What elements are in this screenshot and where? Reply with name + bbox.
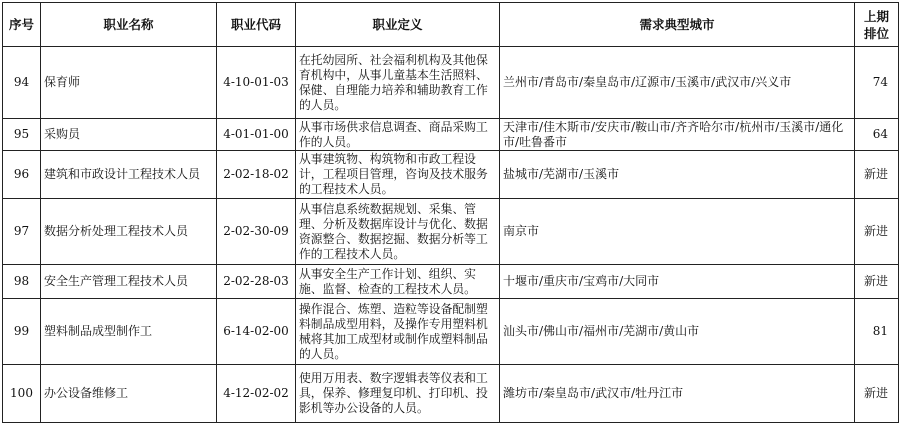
cell-rank: 新进 [855,365,899,423]
cell-rank: 新进 [855,199,899,265]
cell-name: 保育师 [41,47,217,119]
cell-cities: 汕头市/佛山市/福州市/芜湖市/黄山市 [500,299,855,365]
cell-cities: 南京市 [500,199,855,265]
cell-name: 建筑和市政设计工程技术人员 [41,151,217,199]
cell-cities: 兰州市/青岛市/秦皇岛市/辽源市/玉溪市/武汉市/兴义市 [500,47,855,119]
cell-code: 2-02-30-09 [217,199,296,265]
cell-code: 4-12-02-02 [217,365,296,423]
cell-seq: 98 [3,265,41,299]
cell-rank: 新进 [855,151,899,199]
table-row [3,47,899,119]
cell-code: 2-02-28-03 [217,265,296,299]
cell-code: 2-02-18-02 [217,151,296,199]
table-row [3,265,899,299]
cell-cities: 潍坊市/秦皇岛市/武汉市/牡丹江市 [500,365,855,423]
cell-code: 4-01-01-00 [217,119,296,151]
cell-seq: 95 [3,119,41,151]
header-rank: 上期排位 [855,3,899,47]
cell-cities: 盐城市/芜湖市/玉溪市 [500,151,855,199]
cell-rank: 74 [855,47,899,119]
table-row [3,299,899,365]
table-row [3,119,899,151]
cell-cities: 十堰市/重庆市/宝鸡市/大同市 [500,265,855,299]
cell-definition: 从事市场供求信息调查、商品采购工作的人员。 [296,119,500,151]
cell-seq: 100 [3,365,41,423]
cell-rank: 新进 [855,265,899,299]
table-row [3,199,899,265]
cell-name: 采购员 [41,119,217,151]
cell-definition: 在托幼园所、社会福利机构及其他保育机构中，从事儿童基本生活照料、保健、自理能力培养和辅助教育工作的人员。 [296,47,500,119]
header-code: 职业代码 [217,3,296,47]
cell-definition: 从事安全生产工作计划、组织、实施、监督、检查的工程技术人员。 [296,265,500,299]
header-definition: 职业定义 [296,3,500,47]
table-row [3,365,899,423]
cell-name: 办公设备维修工 [41,365,217,423]
header-name: 职业名称 [41,3,217,47]
cell-seq: 97 [3,199,41,265]
cell-definition: 从事建筑物、构筑物和市政工程设计，工程项目管理，咨询及技术服务的工程技术人员。 [296,151,500,199]
cell-name: 安全生产管理工程技术人员 [41,265,217,299]
cell-name: 数据分析处理工程技术人员 [41,199,217,265]
cell-definition: 使用万用表、数字逻辑表等仪表和工具，保养、修理复印机、打印机、投影机等办公设备的人员。 [296,365,500,423]
cell-definition: 操作混合、炼塑、造粒等设备配制塑料制品成型用料，及操作专用塑料机械将其加工成型材或制作成塑料制品的人员。 [296,299,500,365]
header-cities: 需求典型城市 [500,3,855,47]
header-seq: 序号 [3,3,41,47]
cell-seq: 94 [3,47,41,119]
cell-code: 6-14-02-00 [217,299,296,365]
occupation-table [2,2,899,423]
table-row [3,151,899,199]
cell-rank: 64 [855,119,899,151]
cell-rank: 81 [855,299,899,365]
cell-name: 塑料制品成型制作工 [41,299,217,365]
cell-seq: 96 [3,151,41,199]
header-row [3,3,899,47]
cell-definition: 从事信息系统数据规划、采集、管理、分析及数据库设计与优化、数据资源整合、数据挖掘、数据分析等工作的工程技术人员。 [296,199,500,265]
cell-seq: 99 [3,299,41,365]
cell-cities: 天津市/佳木斯市/安庆市/鞍山市/齐齐哈尔市/杭州市/玉溪市/通化市/吐鲁番市 [500,119,855,151]
cell-code: 4-10-01-03 [217,47,296,119]
